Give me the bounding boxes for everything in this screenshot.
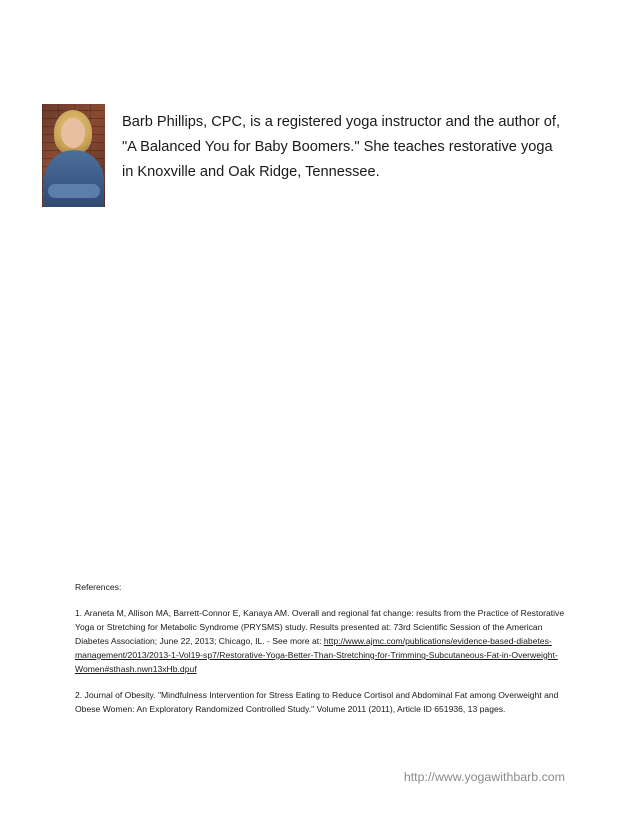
references-section xyxy=(75,580,565,728)
reference-2: 2. Journal of Obesity. "Mindfulness Intervention for Stress Eating to Reduce Cortisol and Abdominal Fat among Overweight and Obese Women: An Exploratory Randomized Controlled Study." Volume 2011 (2011), Article ID 651936, 13 pages. xyxy=(75,690,559,714)
author-bio: Barb Phillips, CPC, is a registered yoga instructor and the author of, "A Balanced You for Baby Boomers." She teaches restorative yoga in Knoxville and Oak Ridge, Tennessee. xyxy=(122,114,561,180)
reference-1-text: 1. Araneta M, Allison MA, Barrett-Connor E, Kanaya AM. Overall and regional fat change: results from the Practice of Restorative Yoga or Stretching for Metabolic Syndrome (PRYSMS) study. Results presented at: 73rd Scientific Session of the American Diabetes Association; June 22, 2013; Chicago, IL. - See more at: xyxy=(75,608,565,646)
author-jacket xyxy=(44,150,104,207)
author-photo xyxy=(42,104,105,207)
author-face xyxy=(61,118,85,148)
reference-1 xyxy=(75,606,565,676)
author-arms xyxy=(48,184,100,198)
references-heading: References: xyxy=(75,582,122,592)
reference-1-link[interactable]: http://www.ajmc.com/publications/evidence-based-diabetes-management/2013/2013-1-Vol19-sp7/Restorative-Yoga-Better-Than-Stretching-for-Trimming-Subcutaneous-Fat-in-Overweight-Women#sthash.nwn13xHb.dpuf xyxy=(75,636,558,674)
footer-url: http://www.yogawithbarb.com xyxy=(403,770,565,784)
